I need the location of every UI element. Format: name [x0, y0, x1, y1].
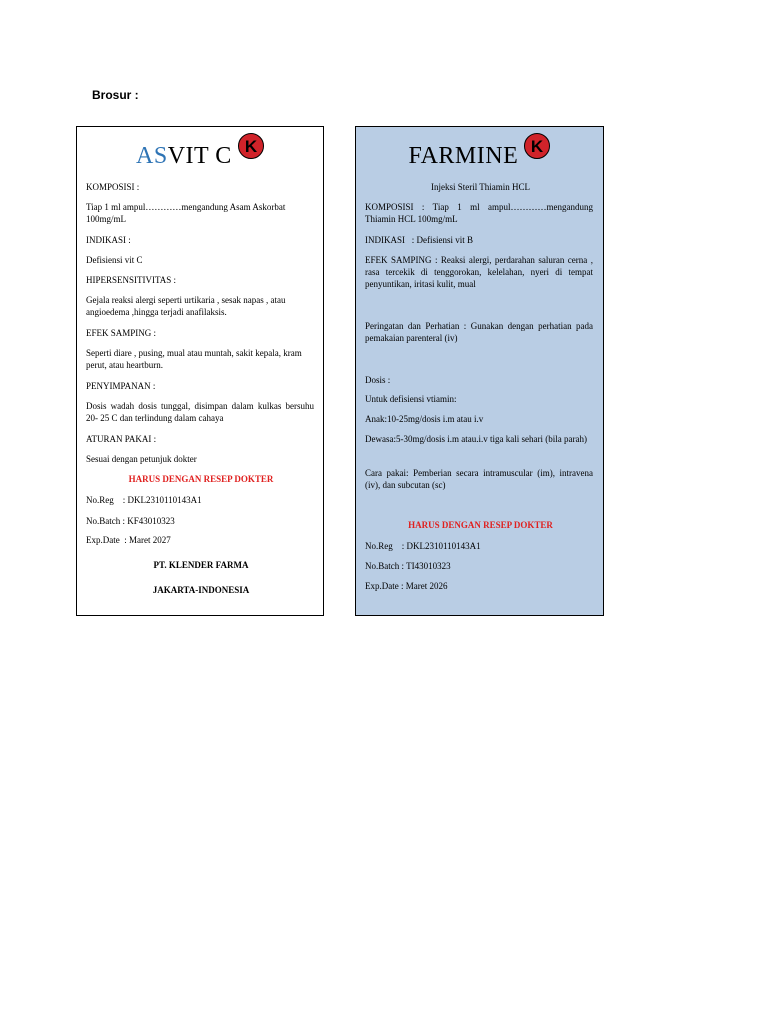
logo-letter: K	[531, 137, 544, 156]
farmine-cara-pakai: Cara pakai: Pemberian secara intramuscular (im), intravena (iv), dan subcutan (sc)	[365, 468, 593, 490]
indikasi-text: Defisiensi vit C	[86, 255, 143, 265]
brochure-heading: Brosur :	[92, 88, 139, 102]
penyimpanan-text: Dosis wadah dosis tunggal, disimpan dalam kulkas bersuhu 20- 25 C dan terlindung dalam cahaya	[86, 401, 314, 423]
penyimpanan-label: PENYIMPANAN :	[86, 381, 156, 391]
farmine-subtitle: Injeksi Steril Thiamin HCL	[430, 182, 531, 192]
klender-logo-icon	[524, 133, 550, 159]
farmine-dosis-dewasa: Dewasa:5-30mg/dosis i.m atau.i.v tiga kali sehari (bila parah)	[365, 434, 587, 444]
asvit-title-prefix: AS	[136, 143, 168, 169]
farmine-batch-number: No.Batch : TI43010323	[365, 561, 451, 571]
farmine-title: FARMINE	[408, 143, 519, 169]
farmine-peringatan: Peringatan dan Perhatian : Gunakan dengan perhatian pada pemakaian parenteral (iv)	[365, 321, 593, 343]
farmine-registration-number: No.Reg : DKL2310110143A1	[365, 541, 481, 551]
asvit-title	[136, 143, 232, 169]
efek-samping-text: Seperti diare , pusing, mual atau muntah, sakit kepala, kram perut, atau heartburn.	[86, 348, 302, 370]
farmine-prescription-warning: HARUS DENGAN RESEP DOKTER	[408, 520, 553, 530]
company-name: PT. KLENDER FARMA	[153, 560, 249, 570]
hipersensitivitas-text: Gejala reaksi alergi seperti urtikaria , sesak napas , atau angioedema ,hingga terjadi anafilaksis.	[86, 295, 286, 317]
farmine-dosis-anak: Anak:10-25mg/dosis i.m atau i.v	[365, 414, 484, 424]
aturan-pakai-text: Sesuai dengan petunjuk dokter	[86, 454, 197, 464]
farmine-title-row	[356, 133, 603, 173]
expiry-date: Exp.Date : Maret 2027	[86, 535, 171, 545]
klender-logo-icon	[238, 133, 264, 159]
hipersensitivitas-label: HIPERSENSITIVITAS :	[86, 275, 177, 285]
farmine-expiry-date: Exp.Date : Maret 2026	[365, 581, 448, 591]
prescription-warning: HARUS DENGAN RESEP DOKTER	[128, 474, 274, 484]
batch-number: No.Batch : KF43010323	[86, 516, 175, 526]
farmine-efek-samping: EFEK SAMPING : Reaksi alergi, perdarahan saluran cerna , rasa tercekik di tenggorokan, kelelahan, nyeri di tempat penyuntikan, iritasi kulit, mual	[365, 255, 593, 289]
company-location: JAKARTA-INDONESIA	[152, 585, 250, 595]
aturan-pakai-label: ATURAN PAKAI :	[86, 434, 157, 444]
farmine-dosis-label: Dosis :	[365, 375, 391, 385]
registration-number: No.Reg : DKL2310110143A1	[86, 495, 202, 505]
farmine-dosis-intro: Untuk defisiensi vtiamin:	[365, 394, 457, 404]
komposisi-label: KOMPOSISI :	[86, 182, 140, 192]
indikasi-label: INDIKASI :	[86, 235, 131, 245]
asvit-brochure-card	[76, 126, 324, 616]
farmine-indikasi: INDIKASI : Defisiensi vit B	[365, 235, 473, 245]
farmine-brochure-card	[355, 126, 604, 616]
logo-letter: K	[244, 137, 258, 156]
efek-samping-label: EFEK SAMPING :	[86, 328, 157, 338]
asvit-title-rest: VIT C	[167, 143, 232, 169]
asvit-title-row	[77, 133, 323, 173]
komposisi-text: Tiap 1 ml ampul…………mengandung Asam Askorbat 100mg/mL	[86, 202, 286, 224]
farmine-komposisi: KOMPOSISI : Tiap 1 ml ampul…………mengandung Thiamin HCL 100mg/mL	[365, 202, 593, 224]
